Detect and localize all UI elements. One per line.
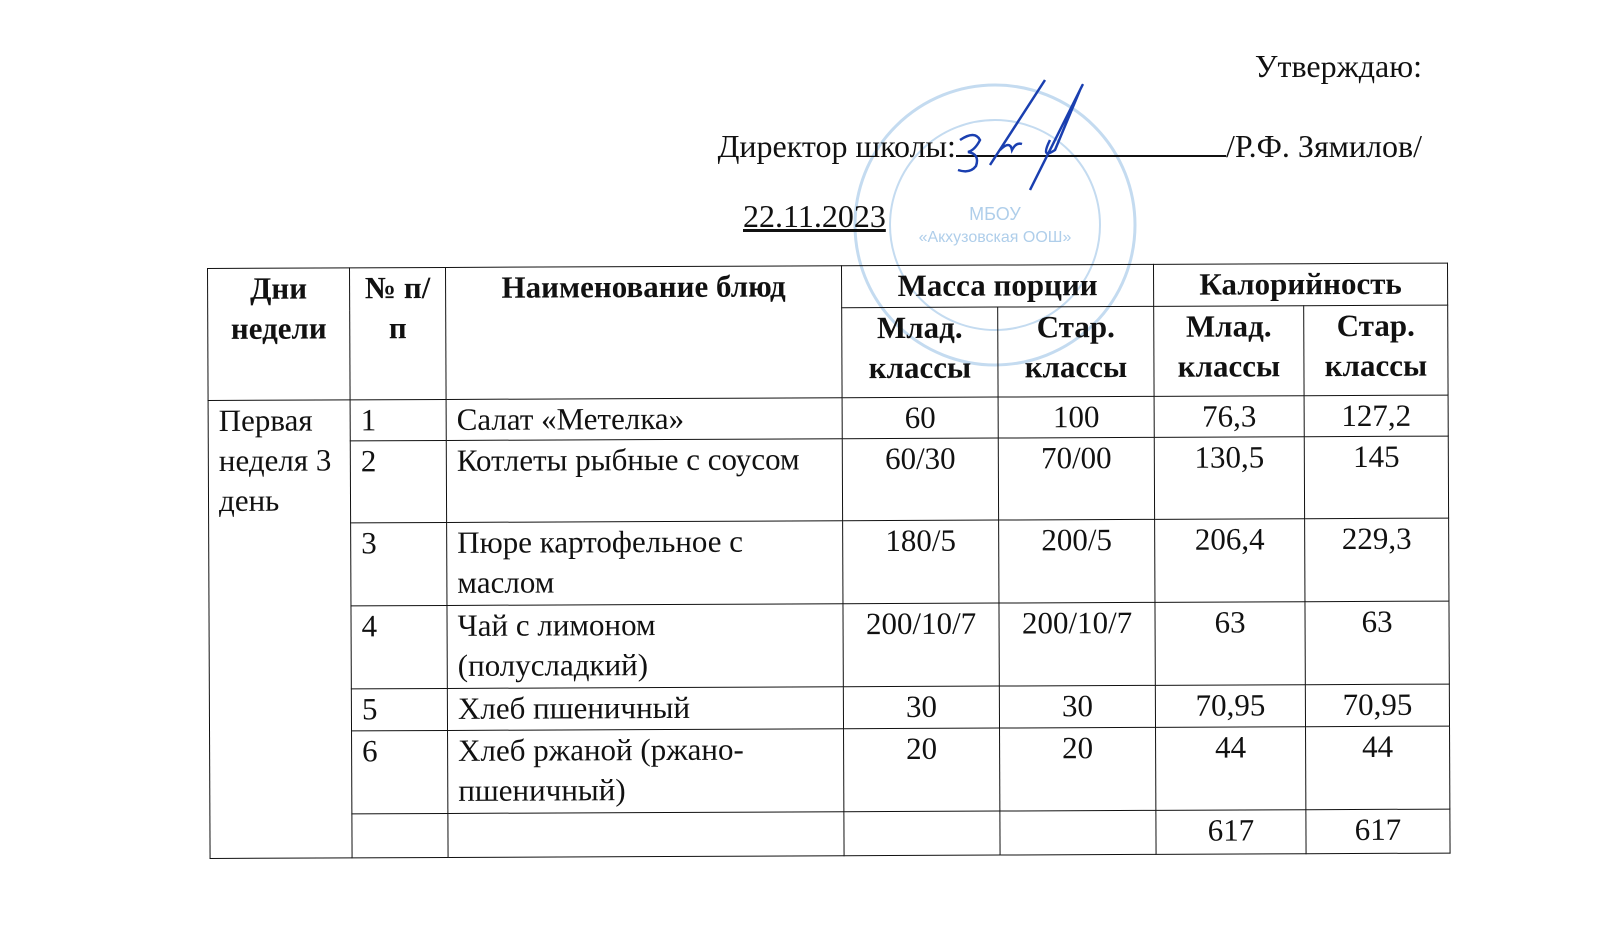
table-row bbox=[210, 726, 1450, 814]
value-mj: 60 bbox=[842, 397, 998, 439]
table-row bbox=[208, 436, 1448, 523]
header-day: Дни недели bbox=[208, 268, 351, 401]
total-cal-junior: 617 bbox=[1156, 810, 1306, 855]
header-mass-senior: Стар. классы bbox=[998, 306, 1154, 397]
value-cs: 229,3 bbox=[1305, 518, 1449, 602]
value-mj: 180/5 bbox=[843, 520, 999, 604]
empty-cell bbox=[844, 811, 1000, 856]
row-number: 5 bbox=[351, 688, 447, 730]
header-calories: Калорийность bbox=[1153, 263, 1447, 306]
value-ms: 100 bbox=[998, 396, 1154, 438]
value-mj: 20 bbox=[844, 728, 1000, 812]
value-cj: 76,3 bbox=[1154, 396, 1304, 438]
dish-name: Пюре картофельное с маслом bbox=[447, 521, 843, 606]
value-mj: 200/10/7 bbox=[843, 603, 999, 687]
value-cs: 70,95 bbox=[1305, 684, 1449, 727]
empty-cell bbox=[352, 813, 448, 857]
value-ms: 200/10/7 bbox=[999, 602, 1155, 686]
value-cj: 130,5 bbox=[1154, 437, 1304, 520]
value-ms: 20 bbox=[1000, 727, 1156, 811]
empty-cell bbox=[448, 812, 844, 858]
value-ms: 70/00 bbox=[998, 437, 1154, 520]
approval-date: 22.11.2023 bbox=[743, 198, 886, 234]
value-cs: 44 bbox=[1306, 726, 1450, 810]
table-row bbox=[209, 518, 1449, 606]
menu-table bbox=[207, 263, 1451, 859]
total-cal-senior: 617 bbox=[1306, 809, 1450, 854]
value-cj: 206,4 bbox=[1155, 519, 1305, 603]
row-number: 2 bbox=[350, 440, 446, 522]
director-name: /Р.Ф. Зямилов/ bbox=[1225, 128, 1422, 164]
dish-name: Чай с лимоном (полусладкий) bbox=[447, 604, 843, 689]
director-label: Директор школы: bbox=[717, 128, 956, 164]
dish-name: Хлеб ржаной (ржано-пшеничный) bbox=[448, 729, 844, 814]
row-number: 1 bbox=[350, 399, 446, 440]
value-cj: 63 bbox=[1155, 602, 1305, 686]
row-number: 3 bbox=[351, 522, 447, 605]
table-row bbox=[209, 684, 1449, 731]
value-mj: 60/30 bbox=[842, 438, 998, 521]
value-cj: 70,95 bbox=[1155, 685, 1305, 728]
day-label: Первая неделя 3 день bbox=[208, 400, 352, 859]
header-cal-junior: Млад. классы bbox=[1154, 306, 1304, 397]
header-mass-junior: Млад. классы bbox=[842, 307, 998, 398]
header-mass: Масса порции bbox=[841, 264, 1153, 307]
value-ms: 30 bbox=[999, 685, 1155, 728]
value-cs: 145 bbox=[1304, 436, 1448, 519]
svg-text:«Акхузовская ООШ»: «Акхузовская ООШ» bbox=[918, 229, 1072, 246]
row-number: 4 bbox=[351, 605, 447, 688]
approval-label: Утверждаю: bbox=[1254, 48, 1422, 84]
value-mj: 30 bbox=[843, 686, 999, 729]
total-row bbox=[210, 809, 1450, 858]
dish-name: Котлеты рыбные с соусом bbox=[446, 439, 842, 523]
value-cs: 127,2 bbox=[1304, 395, 1448, 437]
svg-text:МБОУ: МБОУ bbox=[969, 204, 1021, 224]
empty-cell bbox=[1000, 810, 1156, 855]
dish-name: Салат «Метелка» bbox=[446, 398, 842, 441]
value-cs: 63 bbox=[1305, 601, 1449, 685]
row-number: 6 bbox=[352, 730, 448, 813]
value-cj: 44 bbox=[1156, 727, 1306, 811]
dish-name: Хлеб пшеничный bbox=[447, 687, 843, 731]
header-num: № п/п bbox=[350, 267, 447, 399]
header-dish: Наименование блюд bbox=[445, 266, 842, 400]
table-row bbox=[209, 601, 1449, 689]
value-ms: 200/5 bbox=[999, 519, 1155, 603]
signature bbox=[930, 70, 1100, 210]
header-cal-senior: Стар. классы bbox=[1304, 305, 1448, 396]
table-row bbox=[208, 395, 1448, 441]
